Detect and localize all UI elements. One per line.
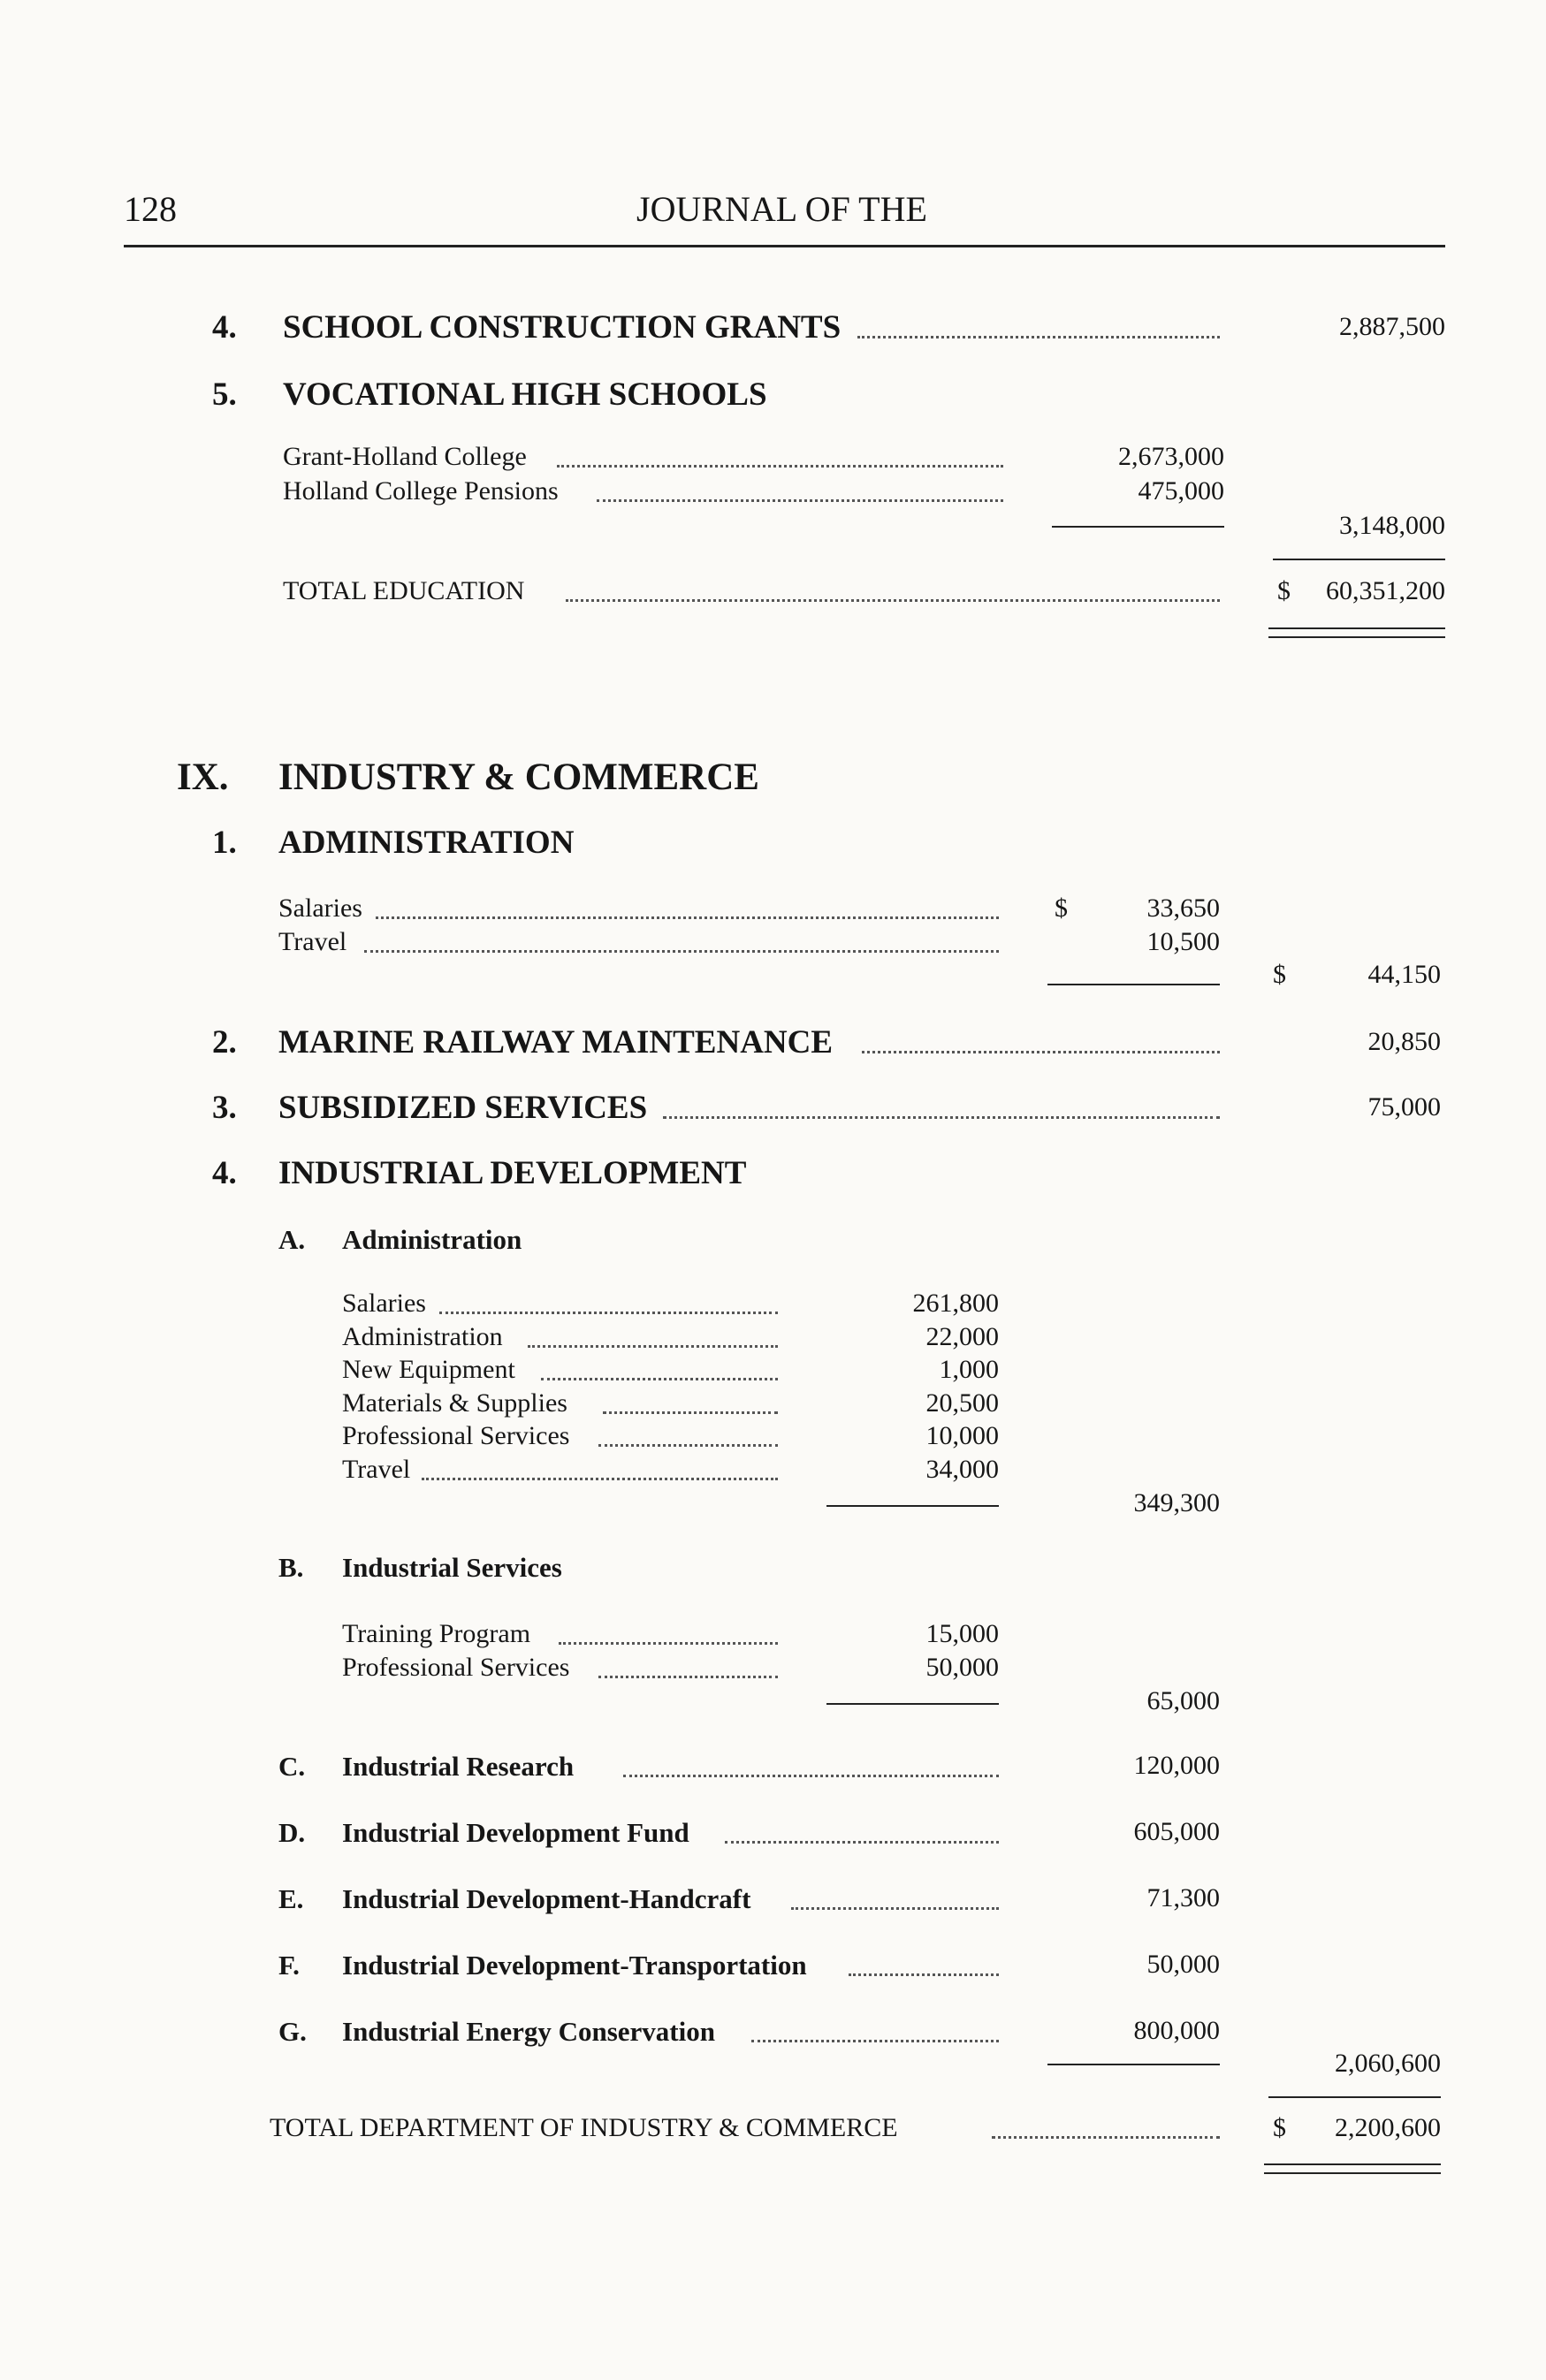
leader-dots [566, 599, 1220, 602]
leader-dots [623, 1775, 999, 1777]
section-number: 4. [212, 309, 237, 346]
page-header-title: JOURNAL OF THE [636, 189, 927, 229]
leader-dots [857, 336, 1220, 338]
subsection-amount: 71,300 [1146, 1883, 1220, 1912]
subsection-letter: F. [278, 1950, 300, 1981]
leader-dots [603, 1411, 778, 1414]
leader-dots [663, 1116, 1220, 1119]
total-amount: 60,351,200 [1326, 576, 1445, 605]
line-item-label: Materials & Supplies [342, 1388, 567, 1418]
line-item-label: Holland College Pensions [283, 476, 559, 506]
section-title: INDUSTRIAL DEVELOPMENT [278, 1155, 747, 1191]
line-item-label: Salaries [278, 893, 362, 923]
section-total: 2,887,500 [1339, 312, 1445, 341]
subsection-subtotal: 349,300 [1133, 1488, 1220, 1517]
subsection-title: Industrial Services [342, 1552, 562, 1583]
section-subtotal: 3,148,000 [1339, 511, 1445, 540]
leader-dots [791, 1907, 999, 1910]
section-total: 20,850 [1367, 1027, 1441, 1056]
subsection-letter: A. [278, 1224, 306, 1255]
subsection-letter: D. [278, 1817, 306, 1848]
line-item-label: New Equipment [342, 1355, 515, 1384]
line-item-amount: 1,000 [939, 1355, 999, 1384]
currency-symbol: $ [1277, 576, 1291, 605]
subsection-title: Industrial Development-Handcraft [342, 1883, 751, 1914]
section-number: 4. [212, 1155, 237, 1191]
leader-dots [559, 1642, 778, 1645]
leader-dots [364, 950, 999, 953]
line-item-amount: 20,500 [925, 1388, 999, 1418]
line-item-amount: 10,500 [1146, 927, 1220, 956]
subsection-letter: G. [278, 2016, 307, 2047]
subsection-amount: 800,000 [1133, 2016, 1220, 2045]
chapter-title: INDUSTRY & COMMERCE [278, 757, 759, 798]
section-number: 1. [212, 825, 237, 861]
section-title: MARINE RAILWAY MAINTENANCE [278, 1024, 834, 1061]
subsection-letter: B. [278, 1552, 304, 1583]
line-item-label: Travel [342, 1455, 411, 1484]
section-total: 44,150 [1367, 960, 1441, 989]
subtotal-rule [826, 1505, 999, 1507]
line-item-amount: 34,000 [925, 1455, 999, 1484]
line-item-label: Grant-Holland College [283, 442, 527, 471]
header-rule [124, 245, 1445, 247]
subsection-amount: 605,000 [1133, 1817, 1220, 1846]
line-item-amount: 2,673,000 [1118, 442, 1224, 471]
leader-dots [992, 2136, 1220, 2139]
leader-dots [598, 1444, 778, 1447]
subsection-title: Industrial Development-Transportation [342, 1950, 807, 1981]
subtotal-rule [826, 1703, 999, 1705]
subsection-subtotal: 65,000 [1146, 1686, 1220, 1715]
subsection-amount: 120,000 [1133, 1751, 1220, 1780]
leader-dots [849, 1973, 999, 1976]
leader-dots [557, 465, 1003, 468]
double-underline [1268, 627, 1445, 638]
total-label: TOTAL EDUCATION [283, 576, 525, 605]
page-number: 128 [124, 189, 177, 229]
section-title: ADMINISTRATION [278, 825, 575, 861]
line-item-label: Travel [278, 927, 347, 956]
line-item-label: Administration [342, 1322, 503, 1351]
section-total: 2,060,600 [1335, 2049, 1441, 2078]
leader-dots [862, 1051, 1220, 1053]
line-item-amount: 10,000 [925, 1421, 999, 1450]
leader-dots [751, 2040, 999, 2042]
section-title: VOCATIONAL HIGH SCHOOLS [283, 376, 767, 413]
line-item-amount: 22,000 [925, 1322, 999, 1351]
currency-symbol: $ [1273, 2113, 1286, 2142]
line-item-label: Professional Services [342, 1421, 570, 1450]
line-item-amount: 15,000 [925, 1619, 999, 1648]
subsection-title: Industrial Development Fund [342, 1817, 689, 1848]
subsection-title: Industrial Energy Conservation [342, 2016, 715, 2047]
section-number: 3. [212, 1090, 237, 1126]
subtotal-rule [1047, 984, 1220, 985]
leader-dots [422, 1478, 778, 1480]
subsection-letter: C. [278, 1751, 306, 1782]
subtotal-rule [1047, 2064, 1220, 2065]
leader-dots [725, 1841, 999, 1844]
section-number: 5. [212, 376, 237, 413]
subsection-title: Industrial Research [342, 1751, 575, 1782]
subsection-title: Administration [342, 1224, 522, 1255]
section-title: SCHOOL CONSTRUCTION GRANTS [283, 309, 842, 346]
total-label: TOTAL DEPARTMENT OF INDUSTRY & COMMERCE [270, 2113, 898, 2142]
chapter-number: IX. [177, 757, 229, 798]
section-title: SUBSIDIZED SERVICES [278, 1090, 648, 1126]
line-item-label: Training Program [342, 1619, 531, 1648]
total-rule [1273, 559, 1445, 560]
subtotal-rule [1052, 526, 1224, 528]
leader-dots [528, 1345, 778, 1348]
leader-dots [598, 1676, 778, 1678]
double-underline [1264, 2163, 1441, 2174]
line-item-label: Salaries [342, 1289, 426, 1318]
section-total: 75,000 [1367, 1092, 1441, 1122]
line-item-label: Professional Services [342, 1653, 570, 1682]
leader-dots [376, 916, 999, 919]
line-item-amount: 50,000 [925, 1653, 999, 1682]
total-amount: 2,200,600 [1335, 2113, 1441, 2142]
subsection-letter: E. [278, 1883, 304, 1914]
section-number: 2. [212, 1024, 237, 1061]
subsection-amount: 50,000 [1146, 1950, 1220, 1979]
total-rule [1268, 2096, 1441, 2098]
currency-symbol: $ [1055, 893, 1068, 923]
line-item-amount: 261,800 [912, 1289, 999, 1318]
leader-dots [597, 499, 1003, 502]
currency-symbol: $ [1273, 960, 1286, 989]
leader-dots [541, 1378, 778, 1380]
line-item-amount: 475,000 [1138, 476, 1224, 506]
leader-dots [439, 1312, 778, 1314]
line-item-amount: 33,650 [1146, 893, 1220, 923]
